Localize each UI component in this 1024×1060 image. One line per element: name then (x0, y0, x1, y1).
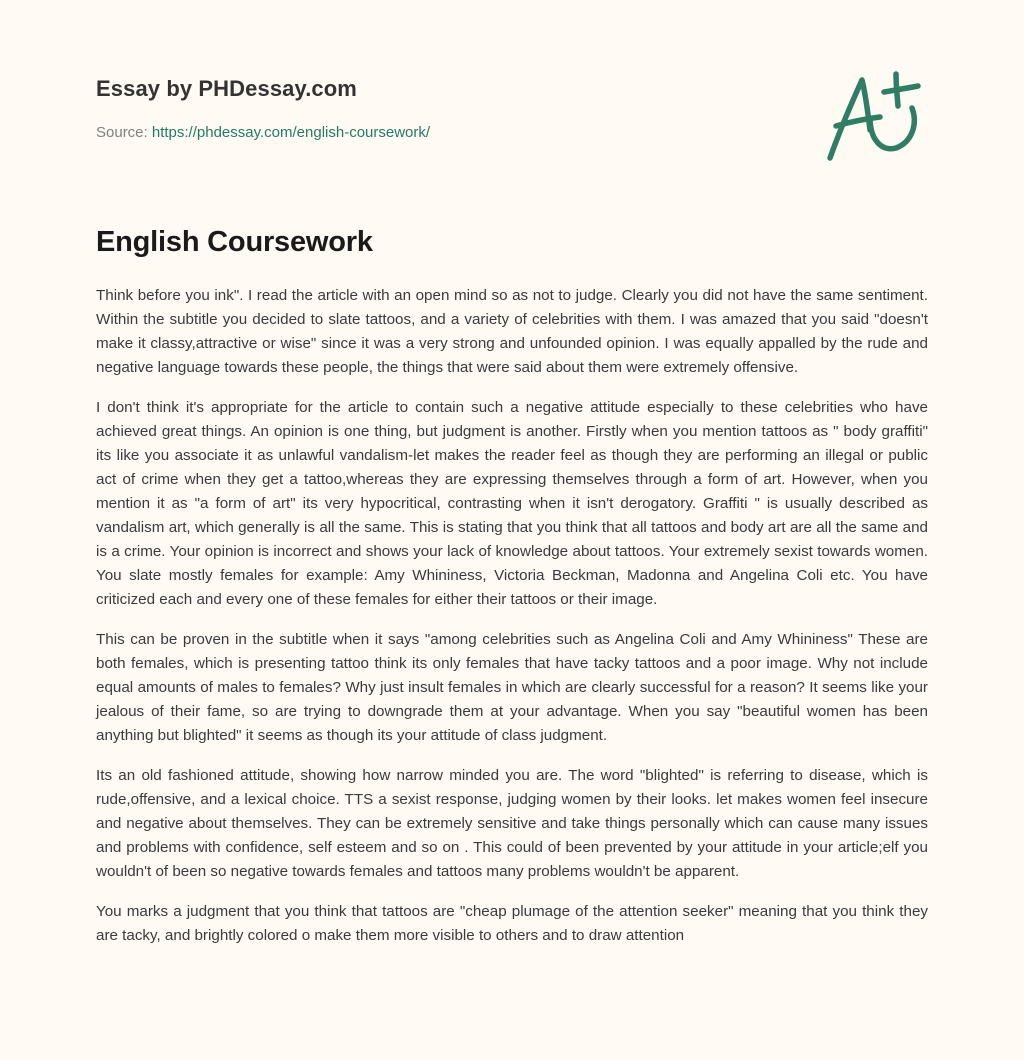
essay-title: English Coursework (96, 226, 373, 258)
essay-paragraph: Its an old fashioned attitude, showing how narrow minded you are. The word "blighted" is referring to disease, which is rude,offensive, and a lexical choice. TTS a sexist response, judging women by their looks. let makes women feel insecure and negative about themselves. They can be extremely sensitive and take things personally which can cause many issues and problems with confidence, self esteem and so on . This could of been prevented by your attitude in your article;elf you wouldn't of been so negative towards females and tattoos many problems wouldn't be apparent. (96, 767, 928, 880)
source-link[interactable]: https://phdessay.com/english-coursework/ (151, 124, 431, 141)
site-title: Essay by PHDessay.com (96, 76, 357, 101)
essay-paragraph: This can be proven in the subtitle when it says "among celebrities such as Angelina Coli and Amy Whininess" These are both females, which is presenting tattoo think its only females that have tacky tattoos and a poor image. Why not include equal amounts of males to females? Why just insult females in which are clearly successful for a reason? It seems like your jealous of their fame, so are trying to downgrade them at your advantage. When you say "beautiful women has been anything but blighted" it seems as though its your attitude of class judgment. (96, 631, 928, 744)
essay-paragraph: Think before you ink". I read the article with an open mind so as not to judge. Clearly you did not have the same sentiment. Within the subtitle you decided to slate tattoos, and a variety of celebrities with them. I was amazed that you said "doesn't make it classy,attractive or wise" since it was a very strong and unfounded opinion. I was equally appalled by the rude and negative language towards these people, the things that were said about them were extremely offensive. (96, 287, 928, 376)
essay-body (96, 284, 928, 964)
source-line (96, 124, 430, 141)
essay-paragraph: I don't think it's appropriate for the article to contain such a negative attitude especially to these celebrities who have achieved great things. An opinion is one thing, but judgment is another. Firstly when you mention tattoos as " body graffiti" its like you associate it as unlawful vandalism-let makes the reader feel as though they are performing an illegal or public act of crime when they get a tattoo,whereas they are expressing themselves through a form of art. However, when you mention it as "a form of art" its very hypocritical, contrasting when it isn't derogatory. Graffiti " is usually described as vandalism art, which generally is all the same. This is stating that you think that all tattoos and body art are all the same and is a crime. Your opinion is incorrect and shows your lack of knowledge about tattoos. Your extremely sexist towards women. You slate mostly females for example: Amy Whininess, Victoria Beckman, Madonna and Angelina Coli etc. You have criticized each and every one of these females for either their tattoos or their image. (96, 399, 928, 608)
source-label: Source: (96, 124, 148, 141)
essay-paragraph: You marks a judgment that you think that tattoos are "cheap plumage of the attention seeker" meaning that you think they are tacky, and brightly colored o make them more visible to others and to draw attention (96, 903, 928, 944)
a-plus-grade-icon (826, 68, 926, 164)
